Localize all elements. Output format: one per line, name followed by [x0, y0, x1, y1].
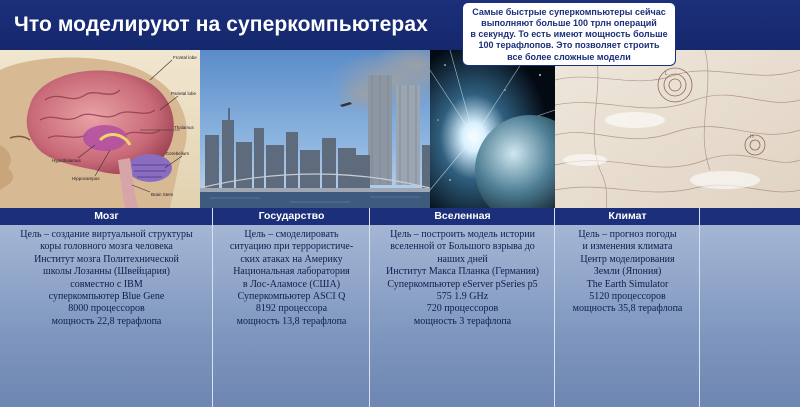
climate-line: мощность 35,8 терафлопа: [572, 303, 683, 315]
universe-column: [370, 225, 555, 407]
callout-line: выполняют больше 100 трлн операций: [481, 18, 657, 29]
state-line: Национальная лаборатория: [233, 266, 350, 278]
brain-illustration: [0, 50, 200, 208]
brain-line: Институт мозга Политехнической: [34, 253, 179, 265]
category-brain-header: Мозг: [94, 210, 119, 222]
column-divider: [554, 208, 555, 407]
state-line: ситуацию при террористиче-: [229, 241, 354, 253]
state-line: Суперкомпьютер ASCI Q: [237, 291, 346, 303]
brain-label-parietal: Parietal lobe: [171, 91, 197, 96]
brain-line: коры головного мозга человека: [40, 241, 173, 253]
climate-line: Земли (Япония): [593, 266, 662, 278]
category-state-header: Государство: [258, 210, 325, 222]
climate-line: 5120 процессоров: [589, 291, 666, 303]
universe-line: 575 1.9 GHz: [436, 291, 489, 303]
state-line: ских атаках на Америку: [240, 253, 343, 265]
column-divider: [212, 208, 213, 407]
svg-text:L: L: [665, 71, 668, 77]
brain-label-hippocampus: Hippocampus: [72, 176, 100, 181]
brain-line: Цель – создание виртуальной структуры: [20, 229, 193, 240]
svg-text:H: H: [750, 134, 754, 140]
universe-line: Суперкомпьютер eServer pSeries p5: [387, 278, 538, 290]
climate-line: Центр моделирования: [580, 253, 675, 265]
page-title: Что моделируют на суперкомпьютерах: [14, 13, 428, 36]
brain-label-cerebellum: Cerebellum: [166, 151, 190, 156]
universe-line: вселенной от Большого взрыва до: [390, 241, 535, 253]
universe-line: наших дней: [437, 253, 488, 265]
climate-line: и изменения климата: [582, 241, 673, 253]
state-line: мощность 13,8 терафлопа: [236, 315, 347, 327]
brain-column: [0, 225, 213, 407]
brain-line: школы Лозанны (Швейцария): [43, 266, 170, 278]
category-universe-header: Вселенная: [434, 210, 491, 222]
brain-label-thalamus: Thalamus: [174, 125, 194, 130]
state-line: в Лос-Аламосе (США): [242, 278, 341, 290]
universe-line: 720 процессоров: [426, 303, 499, 315]
column-divider: [369, 208, 370, 407]
callout-line: 100 терафлопов. Это позволяет строить: [478, 40, 660, 51]
brain-label-hypothalamus: Hypothalamus: [52, 158, 81, 163]
state-line: 8192 процессора: [255, 303, 328, 315]
brain-label-frontal: Frontal lobe: [173, 55, 197, 60]
brain-line: 8000 процессоров: [68, 303, 145, 315]
climate-line: Цель – прогноз погоды: [578, 229, 677, 240]
city-illustration: [200, 50, 430, 208]
callout-box: [462, 2, 676, 66]
universe-line: Институт Макса Планка (Германия): [386, 266, 539, 278]
empty-column: [700, 225, 800, 407]
brain-label-stem: Brain Stem: [151, 192, 174, 197]
universe-line: Цель – построить модель истории: [390, 229, 535, 240]
state-column: [213, 225, 370, 407]
category-climate-header: Климат: [608, 210, 647, 222]
callout-line: в секунду. То есть имеют мощность больше: [470, 29, 668, 40]
universe-line: мощность 3 терафлопа: [413, 315, 512, 327]
universe-illustration: [430, 50, 555, 208]
state-line: Цель – смоделировать: [244, 229, 339, 240]
callout-line: все более сложные модели: [507, 51, 631, 62]
brain-line: мощность 22,8 терафлопа: [51, 315, 162, 327]
column-divider: [699, 208, 700, 407]
brain-line: суперкомпьютер Blue Gene: [48, 291, 165, 303]
climate-map-illustration: [555, 50, 800, 208]
header-bar: [0, 0, 800, 50]
climate-line: The Earth Simulator: [586, 278, 669, 290]
illustration-strip: [0, 50, 800, 208]
callout-line: Самые быстрые суперкомпьютеры сейчас: [472, 7, 666, 17]
climate-column: [555, 225, 700, 407]
brain-line: совместно с IBM: [70, 278, 143, 290]
